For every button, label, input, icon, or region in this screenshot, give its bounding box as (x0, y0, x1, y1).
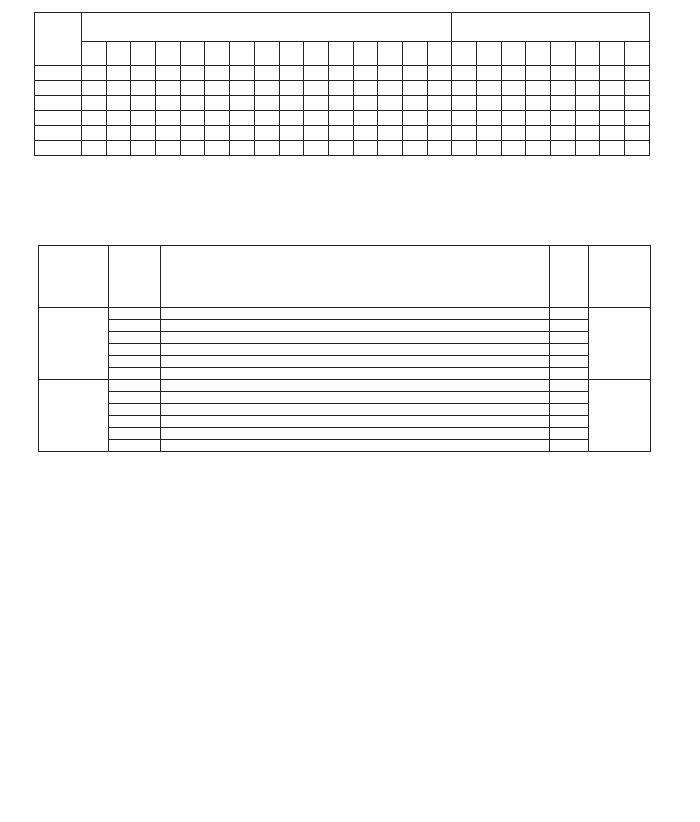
tech-weight-cell (550, 356, 589, 368)
dim-value-cell (378, 96, 403, 111)
tech-speed-cell (161, 308, 550, 320)
dim-value-cell (353, 81, 378, 96)
dim-value-cell (452, 66, 477, 81)
dim-column-header (131, 42, 156, 66)
tech-speed-cell (161, 344, 550, 356)
dim-row (35, 81, 650, 96)
tech-model-header (39, 246, 109, 308)
dim-value-cell (477, 141, 502, 156)
dim-value-cell (156, 126, 181, 141)
tech-speed-cell (161, 320, 550, 332)
dim-column-header (501, 42, 526, 66)
dim-value-cell (526, 126, 551, 141)
dim-value-cell (230, 141, 255, 156)
dim-value-cell (205, 66, 230, 81)
dim-value-cell (600, 141, 625, 156)
dim-value-cell (131, 111, 156, 126)
tech-speed-header (161, 246, 550, 308)
dim-value-cell (575, 141, 600, 156)
dim-column-header (353, 42, 378, 66)
dim-value-cell (328, 141, 353, 156)
tech-row (39, 320, 651, 332)
tech-speed-cell (161, 380, 550, 392)
dim-value-cell (106, 96, 131, 111)
dim-value-cell (452, 126, 477, 141)
dim-value-cell (501, 66, 526, 81)
tech-package-cell (589, 308, 651, 380)
dim-value-cell (501, 81, 526, 96)
dim-value-cell (378, 141, 403, 156)
tech-row (39, 440, 651, 452)
dimension-table (34, 12, 650, 156)
dim-column-header (156, 42, 181, 66)
dim-value-cell (180, 81, 205, 96)
dim-column-header (328, 42, 353, 66)
dim-column-header (205, 42, 230, 66)
dim-column-header (477, 42, 502, 66)
dim-row (35, 96, 650, 111)
dim-row (35, 141, 650, 156)
dim-column-header (378, 42, 403, 66)
tech-weight-cell (550, 428, 589, 440)
dim-value-cell (378, 126, 403, 141)
tech-power-cell (109, 320, 161, 332)
dim-value-cell (378, 81, 403, 96)
tech-weight-cell (550, 332, 589, 344)
dim-value-cell (328, 96, 353, 111)
dim-value-cell (230, 81, 255, 96)
dim-value-cell (254, 126, 279, 141)
dim-value-cell (378, 66, 403, 81)
dim-value-cell (180, 66, 205, 81)
dim-model-cell (35, 111, 82, 126)
dim-value-cell (551, 96, 576, 111)
dim-value-cell (328, 111, 353, 126)
dim-value-cell (131, 141, 156, 156)
dim-value-cell (230, 96, 255, 111)
dim-value-cell (427, 111, 452, 126)
dim-value-cell (254, 81, 279, 96)
dim-value-cell (575, 66, 600, 81)
dim-value-cell (625, 96, 650, 111)
dim-value-cell (230, 66, 255, 81)
dim-value-cell (402, 81, 427, 96)
dim-value-cell (427, 141, 452, 156)
dim-column-header (106, 42, 131, 66)
dim-value-cell (254, 96, 279, 111)
dim-value-cell (575, 111, 600, 126)
dim-column-header (427, 42, 452, 66)
dim-value-cell (328, 81, 353, 96)
dim-value-cell (304, 66, 329, 81)
tech-power-cell (109, 308, 161, 320)
tech-power-header (109, 246, 161, 308)
tech-data-table (38, 245, 651, 452)
tech-weight-cell (550, 368, 589, 380)
dim-value-cell (501, 126, 526, 141)
dim-value-cell (526, 141, 551, 156)
install-size-header (82, 13, 452, 42)
dim-column-header (279, 42, 304, 66)
dim-value-cell (205, 126, 230, 141)
tech-speed-cell (161, 332, 550, 344)
dim-value-cell (625, 126, 650, 141)
tech-power-cell (109, 380, 161, 392)
dim-value-cell (156, 81, 181, 96)
dim-value-cell (131, 81, 156, 96)
dim-value-cell (427, 81, 452, 96)
dim-value-cell (427, 126, 452, 141)
dim-row (35, 126, 650, 141)
dim-value-cell (230, 126, 255, 141)
tech-row (39, 368, 651, 380)
dim-value-cell (156, 141, 181, 156)
dim-column-header (402, 42, 427, 66)
tech-power-cell (109, 416, 161, 428)
dim-value-cell (452, 111, 477, 126)
outline-size-header (452, 13, 650, 42)
dim-value-cell (304, 126, 329, 141)
dim-value-cell (82, 141, 107, 156)
dim-value-cell (353, 141, 378, 156)
dim-value-cell (106, 126, 131, 141)
tech-power-cell (109, 404, 161, 416)
dim-value-cell (304, 141, 329, 156)
dim-row (35, 66, 650, 81)
dim-model-cell (35, 96, 82, 111)
tech-row (39, 332, 651, 344)
tech-row (39, 344, 651, 356)
tech-row (39, 308, 651, 320)
tech-power-cell (109, 428, 161, 440)
dim-value-cell (279, 96, 304, 111)
dim-value-cell (402, 96, 427, 111)
dim-value-cell (156, 96, 181, 111)
dim-value-cell (452, 141, 477, 156)
tech-weight-cell (550, 344, 589, 356)
dim-value-cell (131, 126, 156, 141)
dim-value-cell (82, 66, 107, 81)
dim-value-cell (600, 96, 625, 111)
tech-row (39, 380, 651, 392)
dim-value-cell (501, 96, 526, 111)
dim-value-cell (353, 111, 378, 126)
dim-value-cell (402, 141, 427, 156)
dim-value-cell (156, 66, 181, 81)
dim-value-cell (625, 141, 650, 156)
tech-power-cell (109, 344, 161, 356)
dim-value-cell (575, 96, 600, 111)
dim-value-cell (378, 111, 403, 126)
dim-value-cell (304, 96, 329, 111)
dim-value-cell (254, 66, 279, 81)
dim-model-cell (35, 141, 82, 156)
dim-value-cell (279, 141, 304, 156)
dim-column-header (526, 42, 551, 66)
dim-column-header (625, 42, 650, 66)
dim-value-cell (402, 66, 427, 81)
dim-value-cell (600, 126, 625, 141)
dim-value-cell (82, 96, 107, 111)
dim-value-cell (600, 111, 625, 126)
dim-row (35, 111, 650, 126)
tech-speed-cell (161, 404, 550, 416)
dim-value-cell (205, 96, 230, 111)
dim-value-cell (328, 66, 353, 81)
dim-value-cell (353, 66, 378, 81)
dim-column-header (82, 42, 107, 66)
dim-value-cell (501, 141, 526, 156)
dim-value-cell (551, 126, 576, 141)
tech-speed-cell (161, 368, 550, 380)
dim-column-header (230, 42, 255, 66)
tech-power-cell (109, 392, 161, 404)
dim-value-cell (477, 126, 502, 141)
tech-row (39, 356, 651, 368)
tech-speed-cell (161, 356, 550, 368)
dim-value-cell (402, 126, 427, 141)
dim-value-cell (353, 126, 378, 141)
dim-value-cell (180, 126, 205, 141)
dim-value-cell (353, 96, 378, 111)
dim-value-cell (279, 81, 304, 96)
dim-value-cell (625, 66, 650, 81)
tech-weight-cell (550, 416, 589, 428)
dim-value-cell (180, 141, 205, 156)
dim-value-cell (82, 126, 107, 141)
dim-value-cell (205, 141, 230, 156)
dim-value-cell (180, 111, 205, 126)
dim-value-cell (156, 111, 181, 126)
dim-value-cell (477, 66, 502, 81)
dim-value-cell (106, 111, 131, 126)
dim-value-cell (526, 66, 551, 81)
tech-weight-cell (550, 392, 589, 404)
dim-value-cell (106, 141, 131, 156)
dim-column-header (254, 42, 279, 66)
dim-value-cell (551, 111, 576, 126)
dim-value-cell (551, 141, 576, 156)
dim-column-header (304, 42, 329, 66)
dim-value-cell (452, 96, 477, 111)
tech-package-cell (589, 380, 651, 452)
dim-value-cell (328, 126, 353, 141)
tech-power-cell (109, 332, 161, 344)
dim-value-cell (452, 81, 477, 96)
dim-value-cell (254, 141, 279, 156)
tech-row (39, 392, 651, 404)
dim-value-cell (131, 96, 156, 111)
tech-power-cell (109, 368, 161, 380)
dim-value-cell (477, 81, 502, 96)
dim-value-cell (106, 66, 131, 81)
tech-speed-cell (161, 440, 550, 452)
dim-model-cell (35, 81, 82, 96)
tech-model-cell (39, 308, 109, 380)
dim-column-header (551, 42, 576, 66)
dim-value-cell (230, 111, 255, 126)
dim-value-cell (180, 96, 205, 111)
dim-value-cell (106, 81, 131, 96)
dim-column-header (600, 42, 625, 66)
dim-value-cell (625, 81, 650, 96)
dim-value-cell (526, 96, 551, 111)
tech-weight-cell (550, 404, 589, 416)
tech-weight-header (550, 246, 589, 308)
dim-value-cell (131, 66, 156, 81)
tech-power-cell (109, 440, 161, 452)
dim-column-header (575, 42, 600, 66)
dim-column-header (180, 42, 205, 66)
dim-column-header (452, 42, 477, 66)
dim-value-cell (427, 66, 452, 81)
dim-model-cell (35, 126, 82, 141)
tech-weight-cell (550, 380, 589, 392)
dim-value-cell (279, 66, 304, 81)
dim-value-cell (477, 111, 502, 126)
tech-row (39, 404, 651, 416)
dim-model-cell (35, 66, 82, 81)
tech-model-cell (39, 380, 109, 452)
model-header (35, 13, 82, 66)
dim-value-cell (625, 111, 650, 126)
dim-value-cell (575, 126, 600, 141)
tech-weight-cell (550, 308, 589, 320)
tech-weight-cell (550, 440, 589, 452)
dim-value-cell (82, 111, 107, 126)
dim-value-cell (304, 81, 329, 96)
dim-value-cell (600, 66, 625, 81)
dim-value-cell (279, 126, 304, 141)
dim-value-cell (551, 81, 576, 96)
tech-speed-cell (161, 392, 550, 404)
dim-value-cell (402, 111, 427, 126)
dim-value-cell (254, 111, 279, 126)
dim-value-cell (304, 111, 329, 126)
dim-value-cell (501, 111, 526, 126)
dim-value-cell (205, 81, 230, 96)
tech-row (39, 428, 651, 440)
dim-value-cell (82, 81, 107, 96)
dim-value-cell (205, 111, 230, 126)
dim-value-cell (279, 111, 304, 126)
dim-value-cell (551, 66, 576, 81)
dim-value-cell (526, 111, 551, 126)
dim-value-cell (526, 81, 551, 96)
dim-value-cell (427, 96, 452, 111)
dim-value-cell (477, 96, 502, 111)
tech-power-cell (109, 356, 161, 368)
tech-speed-cell (161, 428, 550, 440)
tech-speed-cell (161, 416, 550, 428)
dim-value-cell (575, 81, 600, 96)
tech-weight-cell (550, 320, 589, 332)
tech-package-header (589, 246, 651, 308)
dim-value-cell (600, 81, 625, 96)
tech-row (39, 416, 651, 428)
